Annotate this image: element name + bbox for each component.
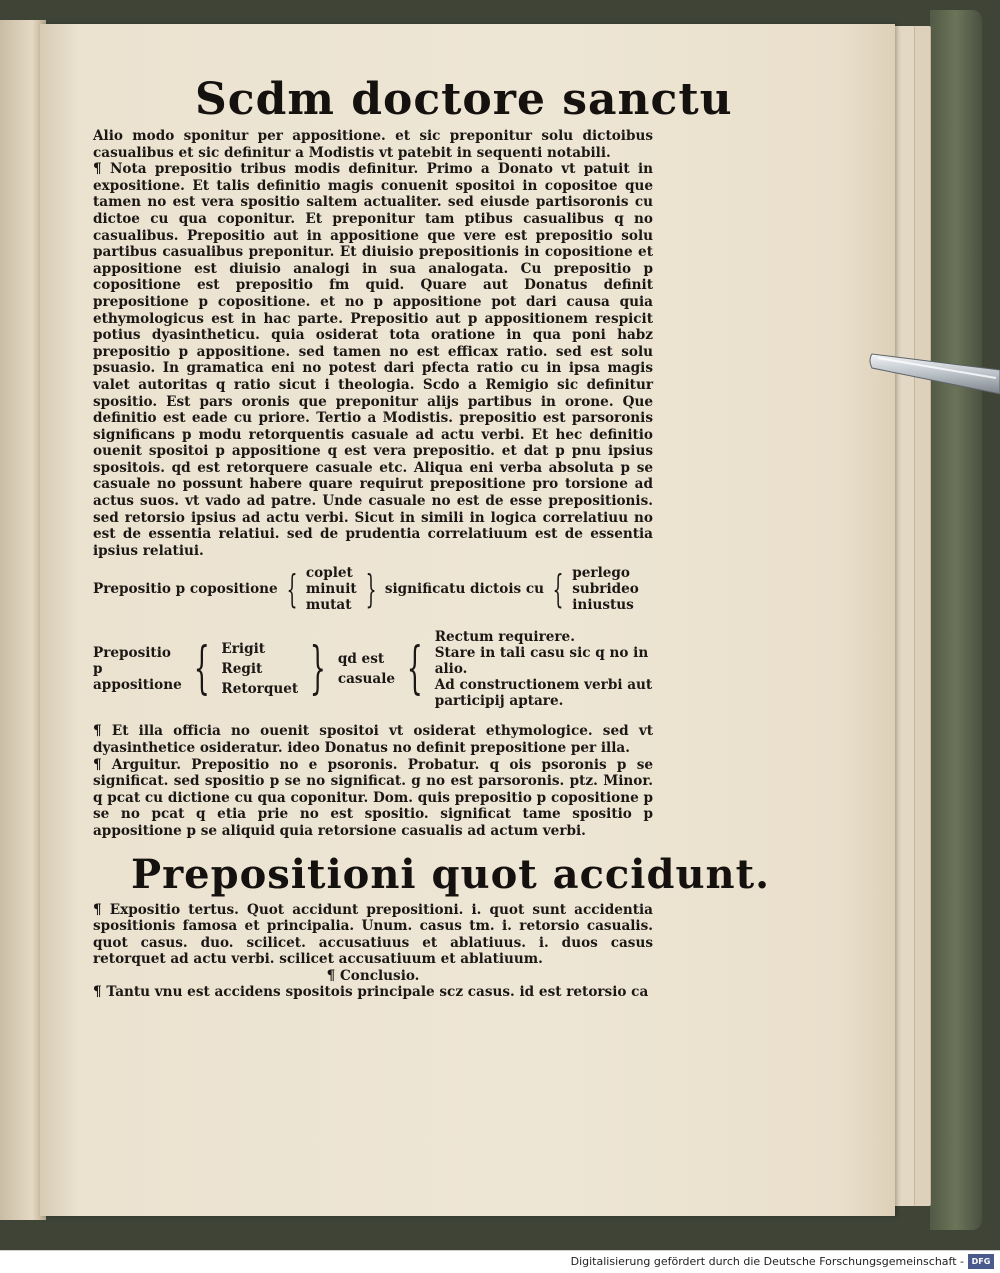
example-list: [572, 565, 639, 613]
example: subrideo: [572, 581, 639, 598]
section-heading: Prepositioni quot accidunt.: [131, 850, 771, 898]
page-heading: Scdm doctore sanctu: [195, 74, 733, 125]
text-block: [93, 72, 771, 1001]
verb: minuit: [305, 581, 357, 598]
conclusio-heading: ¶ Conclusio.: [326, 967, 420, 984]
paragraph: ¶ Tantu vnu est accidens spositois principale scz casus. id est retorsio ca: [93, 983, 649, 1000]
glass-page-weight: [866, 340, 1000, 396]
book-page: [40, 24, 895, 1216]
verb-list: [306, 565, 357, 613]
paragraph: ¶ Expositio tertus. Quot accidunt prepositioni. i. quot sunt accidentia spositionis famosa et principalia. Unum. casus tm. i. retorsio casualis. quot casus. duo. scilicet. accusatiuus et ablatiuus. i. duos casus retorquet ad actu verbi. scilicet accusatiuum et ablatiuum.: [93, 901, 653, 968]
brace: {: [286, 567, 298, 612]
paragraph: ¶ Nota prepositio tribus modis definitur. Primo a Donato vt patuit in expositione. Et talis definitio magis conuenit spositoi in copositoe que tamen no est vera spositio saltem actualiter. sed eiusde partisoronis cu dictoe cu qua coponitur. Et preponitur tam ptibus casualibus q no casualibus. Prepositio aut in appositione que vere est prepositio solu partibus casualibus preponitur. Et diuisio prepositionis in copositione et appositione est diuisio analogi in sua analogata. Cu prepositio p copositione est prepositio fm quid. Quare aut Donatus definit prepositione p copositione. et no p appositione pot dari causa quia ethymologicus est in hac parte. Prepositio aut p appositionem respicit potius dyasintheticu. quia osiderat tota oratione in qua poni habz prepositio p appositione. sed tamen no est efficax ratio. sed est solu psuasio. In gramatica eni no potest dari pfecta ratio cu in ipsa magis valet autoritas q ratio sicut i theologia. Scdo a Remigio sic definitur spositio. Est pars oronis que preponitur alijs partibus in orone. Que definitio est eade cu priore. Tertio a Modistis. prepositio est parsoronis significans p modu retorquentis casuale ad actu verbi. Et hec definitio ouenit spositoi p appositione q est vera prepositio. et dat p pnu ipsius spositois. qd est retorquere casuale etc. Aliqua eni verba absoluta p se casuale no possunt habere quare requirut prepositione pro torsione ad actus suos. vt vado ad patre. Unde casuale no est de esse prepositionis. sed retorsio ipsius ad actu verbi. Sicut in simili in logica correlatiuu no est de essentia relatiui. sed de prudentia correlatiuum est de essentia ipsius relatiui.: [93, 161, 653, 559]
brace: {: [193, 636, 210, 702]
diagram-middle: [338, 649, 395, 689]
paragraph: ¶ Et illa officia no ouenit spositoi vt osiderat ethymologice. sed vt dyasinthetice osideratur. ideo Donatus no definit prepositione per illa.: [93, 723, 653, 757]
diagram-composition: [93, 565, 653, 613]
diagram-middle: significatu dictois cu: [384, 581, 545, 598]
verb: Regit: [221, 661, 263, 678]
verb-list: [221, 639, 298, 699]
diagram-subject: [93, 645, 182, 693]
paragraph: ¶ Arguitur. Prepositio no e psoronis. Probatur. q ois psoronis p se significat. sed spositio p se no significat. g no est parsoronis. ptz. Minor. q pcat cu dictione cu qua coponitur. Dom. quis prepositio p copositione p se no pcat q etia prie no est spositio. significat tame spositio p appositione p se aliquid quia retorsione casualis ad actum verbi.: [93, 756, 653, 839]
brace: {: [406, 636, 423, 702]
verb: Erigit: [221, 641, 266, 658]
subject-line: Prepositio p: [93, 645, 171, 678]
example: iniustus: [572, 597, 634, 614]
brace: }: [309, 636, 327, 702]
subject-line: appositione: [93, 677, 182, 694]
verb: Retorquet: [221, 681, 299, 698]
diagram-subject: Prepositio p copositione: [93, 581, 278, 598]
dfg-logo: DFG: [968, 1254, 994, 1269]
middle-bottom: casuale: [337, 671, 396, 688]
result-list: [435, 629, 653, 709]
brace: {: [552, 567, 564, 612]
paragraph: Alio modo sponitur per appositione. et sic preponitur solu dictoibus casualibus et sic definitur a Modistis vt patebit in sequenti notabili.: [93, 128, 653, 161]
funding-notice: Digitalisierung gefördert durch die Deutsche Forschungsgemeinschaft -: [570, 1255, 964, 1268]
diagram-apposition: [93, 629, 653, 709]
example: perlego: [572, 565, 630, 582]
middle-top: qd est: [337, 651, 385, 668]
result: Rectum requirere.: [434, 629, 575, 646]
book-cover-edge: [930, 10, 982, 1230]
verb: mutat: [305, 597, 352, 614]
result: Stare in tali casu sic q no in alio.: [434, 645, 649, 678]
footer-bar: [0, 1250, 1000, 1273]
brace: }: [365, 567, 377, 612]
result: Ad constructionem verbi aut participij aptare.: [434, 677, 653, 710]
verb: coplet: [305, 565, 353, 582]
